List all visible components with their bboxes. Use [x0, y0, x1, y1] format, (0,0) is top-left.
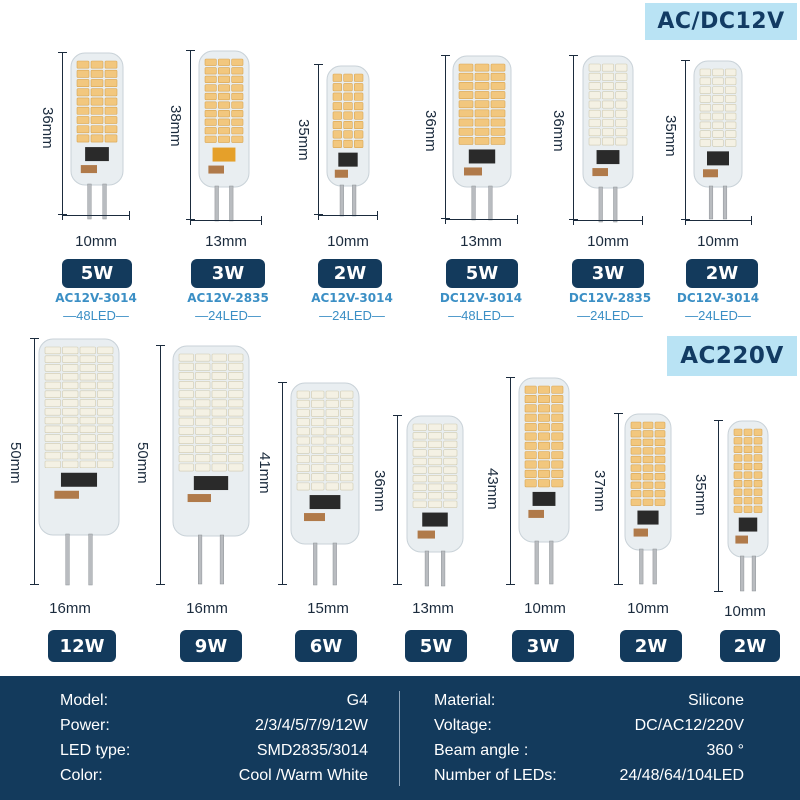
led-count-label: —24LED— — [685, 308, 751, 323]
width-dimension-line — [190, 220, 262, 221]
height-label: 35mm — [295, 119, 312, 161]
bulb-image — [70, 52, 124, 225]
width-label: 10mm — [697, 233, 739, 250]
width-dimension-line — [685, 220, 752, 221]
width-label: 10mm — [587, 233, 629, 250]
spec-value: G4 — [346, 691, 368, 709]
height-label: 43mm — [484, 468, 501, 510]
spec-row-voltage — [434, 713, 744, 738]
model-label: DC12V-3014 — [439, 291, 523, 305]
power-badge: 3W — [512, 630, 574, 662]
width-label: 10mm — [627, 600, 669, 617]
spec-value: 24/48/64/104LED — [619, 766, 744, 784]
width-label: 16mm — [186, 600, 228, 617]
bulb-image — [693, 60, 743, 225]
model-label: AC12V-3014 — [55, 291, 137, 305]
specs-panel — [0, 676, 800, 800]
spec-row-power — [60, 713, 368, 738]
bulb-image — [290, 382, 360, 591]
height-label: 36mm — [550, 110, 567, 152]
width-label: 16mm — [49, 600, 91, 617]
specs-divider — [399, 691, 400, 786]
power-badge: 5W — [446, 259, 518, 288]
voltage-tag-ac-dc12v: AC/DC12V — [645, 3, 797, 40]
height-dimension-line — [510, 377, 511, 585]
height-label: 36mm — [371, 470, 388, 512]
led-count-label: —24LED— — [195, 308, 261, 323]
height-dimension-line — [685, 60, 686, 220]
spec-row-ledtype — [60, 738, 368, 763]
led-count-label: —48LED— — [63, 308, 129, 323]
spec-row-numberofleds — [434, 763, 744, 788]
height-label: 41mm — [256, 452, 273, 494]
spec-value: DC/AC12/220V — [634, 716, 744, 734]
spec-label: Voltage: — [434, 716, 492, 734]
height-label: 35mm — [692, 474, 709, 516]
spec-label: Power: — [60, 716, 110, 734]
width-dimension-line — [445, 219, 518, 220]
power-badge: 2W — [318, 259, 382, 288]
spec-value: 360 ° — [706, 741, 744, 759]
width-label: 15mm — [307, 600, 349, 617]
bulb-image — [172, 345, 250, 590]
height-label: 36mm — [422, 110, 439, 152]
led-count-label: —24LED— — [577, 308, 643, 323]
height-dimension-line — [318, 64, 319, 215]
width-label: 13mm — [205, 233, 247, 250]
height-dimension-line — [190, 50, 191, 220]
spec-value: Cool /Warm White — [238, 766, 368, 784]
power-badge: 5W — [62, 259, 132, 288]
width-label: 13mm — [460, 233, 502, 250]
power-badge: 2W — [720, 630, 780, 662]
height-dimension-line — [718, 420, 719, 592]
power-badge: 9W — [180, 630, 242, 662]
height-dimension-line — [34, 338, 35, 585]
bulb-image — [406, 415, 464, 592]
width-label: 10mm — [524, 600, 566, 617]
height-dimension-line — [397, 415, 398, 585]
height-dimension-line — [282, 382, 283, 585]
height-label: 36mm — [39, 107, 56, 149]
width-label: 10mm — [75, 233, 117, 250]
height-dimension-line — [62, 52, 63, 215]
bulb-image — [198, 50, 250, 227]
width-dimension-line — [62, 215, 130, 216]
spec-label: LED type: — [60, 741, 131, 759]
spec-label: Beam angle : — [434, 741, 529, 759]
voltage-tag-ac220v: AC220V — [667, 336, 797, 376]
power-badge: 5W — [405, 630, 467, 662]
height-label: 38mm — [167, 105, 184, 147]
model-label: DC12V-2835 — [568, 291, 652, 305]
width-dimension-line — [573, 220, 643, 221]
height-dimension-line — [445, 55, 446, 219]
height-label: 50mm — [7, 442, 24, 484]
bulb-image — [518, 377, 570, 590]
spec-label: Color: — [60, 766, 103, 784]
led-count-label: —48LED— — [448, 308, 514, 323]
power-badge: 2W — [620, 630, 682, 662]
width-dimension-line — [318, 215, 378, 216]
height-dimension-line — [160, 345, 161, 585]
height-label: 50mm — [134, 442, 151, 484]
bulb-image — [624, 413, 672, 590]
spec-row-material — [434, 688, 744, 713]
bulb-image — [452, 55, 512, 226]
spec-row-model — [60, 688, 368, 713]
spec-label: Material: — [434, 691, 496, 709]
power-badge: 3W — [191, 259, 265, 288]
height-dimension-line — [618, 413, 619, 585]
width-label: 10mm — [327, 233, 369, 250]
power-badge: 2W — [686, 259, 758, 288]
led-count-label: —24LED— — [319, 308, 385, 323]
width-label: 13mm — [412, 600, 454, 617]
height-label: 35mm — [662, 115, 679, 157]
power-badge: 12W — [48, 630, 116, 662]
spec-row-beamangle — [434, 738, 744, 763]
model-label: DC12V-3014 — [676, 291, 760, 305]
spec-row-color — [60, 763, 368, 788]
bulb-image — [326, 65, 370, 222]
bulb-image — [727, 420, 769, 597]
spec-value: Silicone — [687, 691, 744, 709]
power-badge: 3W — [572, 259, 644, 288]
bulb-image — [582, 55, 634, 228]
bulb-image — [38, 338, 120, 591]
height-dimension-line — [573, 55, 574, 220]
model-label: AC12V-2835 — [187, 291, 269, 305]
height-label: 37mm — [591, 470, 608, 512]
spec-label: Model: — [60, 691, 109, 709]
width-label: 10mm — [724, 603, 766, 620]
spec-value: 2/3/4/5/7/9/12W — [255, 716, 368, 734]
power-badge: 6W — [295, 630, 357, 662]
spec-value: SMD2835/3014 — [256, 741, 368, 759]
spec-label: Number of LEDs: — [434, 766, 557, 784]
model-label: AC12V-3014 — [311, 291, 393, 305]
